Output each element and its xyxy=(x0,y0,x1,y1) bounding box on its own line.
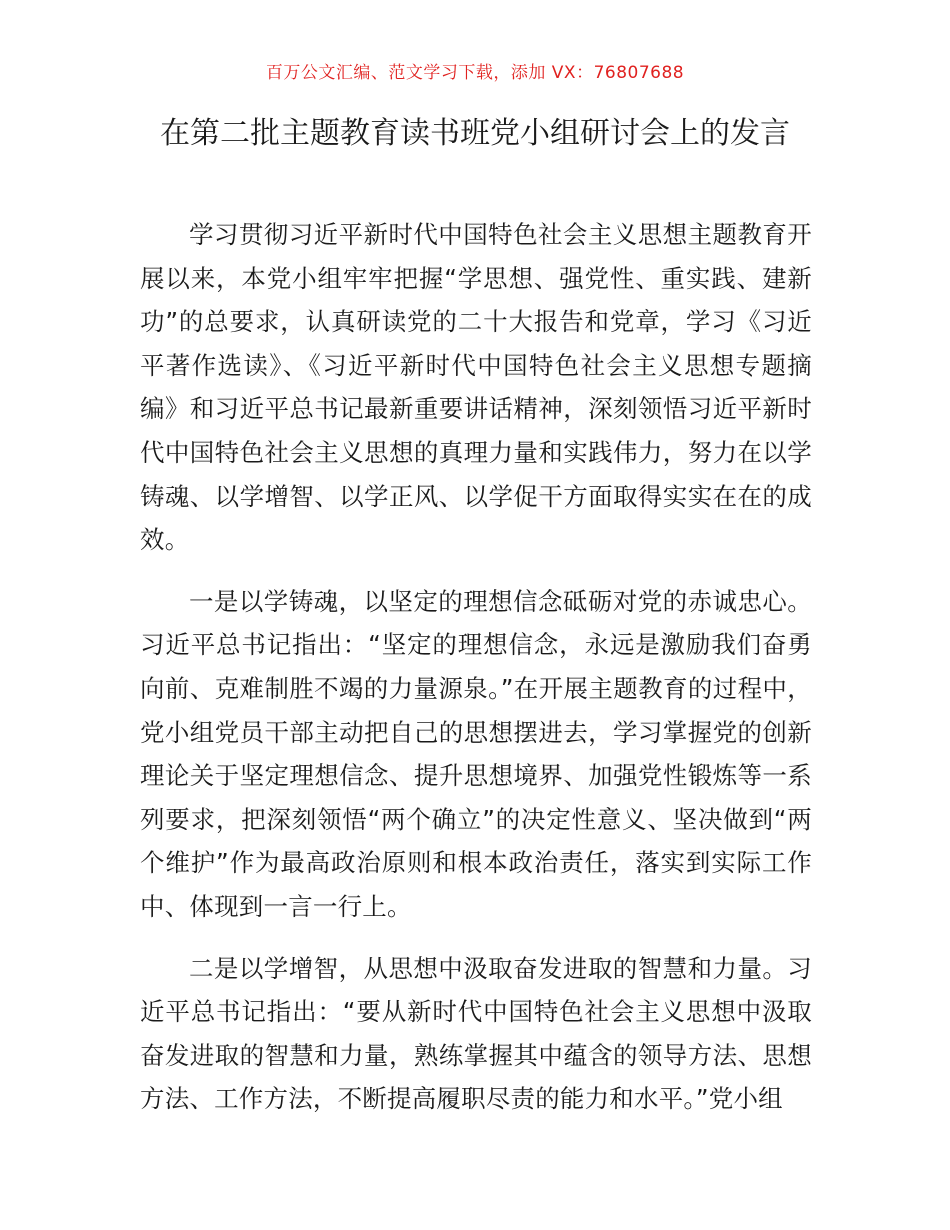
paragraph-point-two: 二是以学增智，从思想中汲取奋发进取的智慧和力量。习近平总书记指出：“要从新时代中国特色社会主义思想中汲取奋发进取的智慧和力量，熟练掌握其中蕴含的领导方法、思想方法、工作方法，不断提高履职尽责的能力和水平。”党小组 xyxy=(140,953,812,1114)
document-title: 在第二批主题教育读书班党小组研讨会上的发言 xyxy=(160,116,790,151)
header-watermark: 百万公文汇编、范文学习下载，添加 VX：76807688 xyxy=(265,63,685,83)
document-body xyxy=(140,213,812,1139)
paragraph-intro: 学习贯彻习近平新时代中国特色社会主义思想主题教育开展以来，本党小组牢牢把握“学思想、强党性、重实践、建新功”的总要求，认真研读党的二十大报告和党章，学习《习近平著作选读》、《习近平新时代中国特色社会主义思想专题摘编》和习近平总书记最新重要讲话精神，深刻领悟习近平新时代中国特色社会主义思想的真理力量和实践伟力，努力在以学铸魂、以学增智、以学正风、以学促干方面取得实实在在的成效。 xyxy=(140,220,812,555)
paragraph-point-one: 一是以学铸魂，以坚定的理想信念砥砺对党的赤诚忠心。习近平总书记指出：“坚定的理想信念，永远是激励我们奋勇向前、克难制胜不竭的力量源泉。”在开展主题教育的过程中，党小组党员干部主动把自己的思想摆进去，学习掌握党的创新理论关于坚定理想信念、提升思想境界、加强党性锻炼等一系列要求，把深刻领悟“两个确立”的决定性意义、坚决做到“两个维护”作为最高政治原则和根本政治责任，落实到实际工作中、体现到一言一行上。 xyxy=(140,586,812,921)
